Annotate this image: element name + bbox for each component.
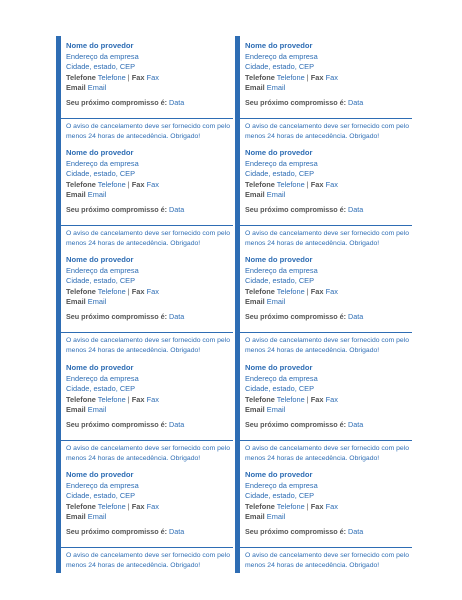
email-value: Email xyxy=(87,297,107,307)
appointment-line xyxy=(66,205,184,214)
fax-label: Fax xyxy=(131,72,145,82)
phone-value: Telefone xyxy=(97,179,126,189)
separator: | xyxy=(127,72,130,82)
email-line xyxy=(245,190,338,201)
email-line xyxy=(66,190,159,201)
appointment-date: Data xyxy=(348,98,364,107)
phone-label: Telefone xyxy=(66,286,96,296)
email-label: Email xyxy=(66,297,86,307)
phone-fax-line xyxy=(66,73,159,84)
fax-label: Fax xyxy=(310,72,324,82)
city-state-zip: Cidade, estado, CEP xyxy=(66,491,136,501)
fax-label: Fax xyxy=(310,179,324,189)
fax-value: Fax xyxy=(325,394,338,404)
fax-value: Fax xyxy=(325,286,338,296)
card-details xyxy=(66,470,159,523)
phone-fax-line xyxy=(245,502,338,513)
provider-name: Nome do provedor xyxy=(66,148,134,157)
divider xyxy=(240,332,412,333)
city-state-zip: Cidade, estado, CEP xyxy=(245,384,315,394)
appointment-label: Seu próximo compromisso é: xyxy=(66,312,168,321)
email-label: Email xyxy=(66,405,86,415)
appointment-card xyxy=(56,250,232,358)
divider xyxy=(61,440,233,441)
card-details xyxy=(245,148,338,201)
phone-value: Telefone xyxy=(276,179,305,189)
appointment-label: Seu próximo compromisso é: xyxy=(245,420,347,429)
card-details xyxy=(245,41,338,94)
fax-label: Fax xyxy=(310,394,324,404)
phone-value: Telefone xyxy=(97,286,126,296)
appointment-card xyxy=(56,465,232,573)
card-details xyxy=(66,255,159,308)
appointment-date: Data xyxy=(348,312,364,321)
appointment-card xyxy=(56,36,232,144)
provider-name: Nome do provedor xyxy=(66,255,134,264)
phone-label: Telefone xyxy=(245,394,275,404)
phone-value: Telefone xyxy=(276,394,305,404)
company-address: Endereço da empresa xyxy=(245,480,318,490)
fax-value: Fax xyxy=(146,72,159,82)
phone-value: Telefone xyxy=(276,286,305,296)
phone-value: Telefone xyxy=(97,394,126,404)
appointment-label: Seu próximo compromisso é: xyxy=(66,205,168,214)
phone-fax-line xyxy=(66,395,159,406)
appointment-label: Seu próximo compromisso é: xyxy=(245,312,347,321)
appointment-date: Data xyxy=(169,527,185,536)
email-value: Email xyxy=(87,512,107,522)
appointment-line xyxy=(66,98,184,107)
appointment-card xyxy=(235,358,411,466)
cancellation-notice: O aviso de cancelamento deve ser fornecido com pelo menos 24 horas de antecedência. Obrigado! xyxy=(66,445,230,462)
city-state-zip: Cidade, estado, CEP xyxy=(66,276,136,286)
email-value: Email xyxy=(266,190,286,200)
email-line xyxy=(245,512,338,523)
email-value: Email xyxy=(87,190,107,200)
city-state-zip: Cidade, estado, CEP xyxy=(245,169,315,179)
provider-name: Nome do provedor xyxy=(245,148,313,157)
email-label: Email xyxy=(245,297,265,307)
divider xyxy=(61,332,233,333)
email-label: Email xyxy=(245,83,265,93)
appointment-line xyxy=(245,312,363,321)
card-details xyxy=(245,363,338,416)
appointment-label: Seu próximo compromisso é: xyxy=(66,527,168,536)
fax-value: Fax xyxy=(146,394,159,404)
separator: | xyxy=(306,72,309,82)
company-address: Endereço da empresa xyxy=(245,373,318,383)
company-address: Endereço da empresa xyxy=(66,158,139,168)
city-state-zip: Cidade, estado, CEP xyxy=(66,62,136,72)
card-details xyxy=(66,41,159,94)
company-address: Endereço da empresa xyxy=(245,158,318,168)
separator: | xyxy=(306,394,309,404)
fax-value: Fax xyxy=(325,501,338,511)
email-label: Email xyxy=(245,512,265,522)
divider xyxy=(240,547,412,548)
phone-fax-line xyxy=(66,502,159,513)
appointment-date: Data xyxy=(169,205,185,214)
phone-label: Telefone xyxy=(245,501,275,511)
phone-label: Telefone xyxy=(245,286,275,296)
appointment-label: Seu próximo compromisso é: xyxy=(245,205,347,214)
city-state-zip: Cidade, estado, CEP xyxy=(245,276,315,286)
email-label: Email xyxy=(245,405,265,415)
cancellation-notice: O aviso de cancelamento deve ser fornecido com pelo menos 24 horas de antecedência. Obrigado! xyxy=(66,230,230,247)
email-line xyxy=(245,405,338,416)
appointment-card xyxy=(235,143,411,251)
city-state-zip: Cidade, estado, CEP xyxy=(66,169,136,179)
email-line xyxy=(245,297,338,308)
appointment-line xyxy=(66,527,184,536)
provider-name: Nome do provedor xyxy=(245,363,313,372)
appointment-label: Seu próximo compromisso é: xyxy=(245,527,347,536)
fax-value: Fax xyxy=(146,179,159,189)
provider-name: Nome do provedor xyxy=(245,470,313,479)
fax-label: Fax xyxy=(131,501,145,511)
email-value: Email xyxy=(87,405,107,415)
phone-fax-line xyxy=(245,287,338,298)
city-state-zip: Cidade, estado, CEP xyxy=(245,62,315,72)
cancellation-notice: O aviso de cancelamento deve ser fornecido com pelo menos 24 horas de antecedência. Obrigado! xyxy=(245,230,409,247)
phone-label: Telefone xyxy=(66,501,96,511)
provider-name: Nome do provedor xyxy=(245,255,313,264)
cancellation-notice: O aviso de cancelamento deve ser fornecido com pelo menos 24 horas de antecedência. Obrigado! xyxy=(245,552,409,569)
appointment-label: Seu próximo compromisso é: xyxy=(66,98,168,107)
email-line xyxy=(66,405,159,416)
email-label: Email xyxy=(66,83,86,93)
provider-name: Nome do provedor xyxy=(245,41,313,50)
email-line xyxy=(245,83,338,94)
divider xyxy=(240,225,412,226)
appointment-date: Data xyxy=(169,98,185,107)
card-details xyxy=(245,255,338,308)
appointment-card xyxy=(235,465,411,573)
email-label: Email xyxy=(66,190,86,200)
email-value: Email xyxy=(266,405,286,415)
separator: | xyxy=(127,394,130,404)
provider-name: Nome do provedor xyxy=(66,470,134,479)
appointment-line xyxy=(66,312,184,321)
email-line xyxy=(66,297,159,308)
company-address: Endereço da empresa xyxy=(66,265,139,275)
email-value: Email xyxy=(266,512,286,522)
fax-value: Fax xyxy=(325,72,338,82)
phone-label: Telefone xyxy=(66,72,96,82)
appointment-card xyxy=(235,250,411,358)
phone-fax-line xyxy=(245,180,338,191)
cancellation-notice: O aviso de cancelamento deve ser fornecido com pelo menos 24 horas de antecedência. Obrigado! xyxy=(245,123,409,140)
fax-value: Fax xyxy=(146,501,159,511)
phone-fax-line xyxy=(245,73,338,84)
phone-value: Telefone xyxy=(97,72,126,82)
email-label: Email xyxy=(245,190,265,200)
company-address: Endereço da empresa xyxy=(66,51,139,61)
email-line xyxy=(66,83,159,94)
appointment-line xyxy=(245,527,363,536)
divider xyxy=(61,547,233,548)
email-value: Email xyxy=(87,83,107,93)
phone-value: Telefone xyxy=(276,72,305,82)
phone-fax-line xyxy=(245,395,338,406)
appointment-line xyxy=(245,98,363,107)
cancellation-notice: O aviso de cancelamento deve ser fornecido com pelo menos 24 horas de antecedência. Obrigado! xyxy=(66,337,230,354)
city-state-zip: Cidade, estado, CEP xyxy=(245,491,315,501)
fax-label: Fax xyxy=(131,394,145,404)
fax-label: Fax xyxy=(131,286,145,296)
provider-name: Nome do provedor xyxy=(66,41,134,50)
card-details xyxy=(245,470,338,523)
appointment-line xyxy=(245,420,363,429)
divider xyxy=(240,440,412,441)
email-label: Email xyxy=(66,512,86,522)
appointment-card xyxy=(235,36,411,144)
phone-fax-line xyxy=(66,180,159,191)
phone-label: Telefone xyxy=(66,179,96,189)
email-value: Email xyxy=(266,297,286,307)
phone-label: Telefone xyxy=(66,394,96,404)
appointment-line xyxy=(66,420,184,429)
separator: | xyxy=(127,501,130,511)
fax-value: Fax xyxy=(325,179,338,189)
appointment-card xyxy=(56,358,232,466)
fax-value: Fax xyxy=(146,286,159,296)
separator: | xyxy=(127,179,130,189)
phone-label: Telefone xyxy=(245,72,275,82)
divider xyxy=(61,225,233,226)
phone-value: Telefone xyxy=(97,501,126,511)
fax-label: Fax xyxy=(131,179,145,189)
company-address: Endereço da empresa xyxy=(245,51,318,61)
company-address: Endereço da empresa xyxy=(245,265,318,275)
cancellation-notice: O aviso de cancelamento deve ser fornecido com pelo menos 24 horas de antecedência. Obrigado! xyxy=(245,337,409,354)
card-details xyxy=(66,363,159,416)
provider-name: Nome do provedor xyxy=(66,363,134,372)
separator: | xyxy=(306,501,309,511)
appointment-card xyxy=(56,143,232,251)
appointment-date: Data xyxy=(348,205,364,214)
appointment-line xyxy=(245,205,363,214)
separator: | xyxy=(306,286,309,296)
separator: | xyxy=(127,286,130,296)
company-address: Endereço da empresa xyxy=(66,373,139,383)
card-details xyxy=(66,148,159,201)
appointment-date: Data xyxy=(169,420,185,429)
city-state-zip: Cidade, estado, CEP xyxy=(66,384,136,394)
cancellation-notice: O aviso de cancelamento deve ser fornecido com pelo menos 24 horas de antecedência. Obrigado! xyxy=(66,123,230,140)
divider xyxy=(240,118,412,119)
phone-label: Telefone xyxy=(245,179,275,189)
separator: | xyxy=(306,179,309,189)
phone-value: Telefone xyxy=(276,501,305,511)
email-line xyxy=(66,512,159,523)
appointment-date: Data xyxy=(348,420,364,429)
cancellation-notice: O aviso de cancelamento deve ser fornecido com pelo menos 24 horas de antecedência. Obrigado! xyxy=(66,552,230,569)
fax-label: Fax xyxy=(310,286,324,296)
appointment-date: Data xyxy=(348,527,364,536)
company-address: Endereço da empresa xyxy=(66,480,139,490)
phone-fax-line xyxy=(66,287,159,298)
email-value: Email xyxy=(266,83,286,93)
divider xyxy=(61,118,233,119)
fax-label: Fax xyxy=(310,501,324,511)
appointment-label: Seu próximo compromisso é: xyxy=(66,420,168,429)
appointment-label: Seu próximo compromisso é: xyxy=(245,98,347,107)
cancellation-notice: O aviso de cancelamento deve ser fornecido com pelo menos 24 horas de antecedência. Obrigado! xyxy=(245,445,409,462)
appointment-date: Data xyxy=(169,312,185,321)
